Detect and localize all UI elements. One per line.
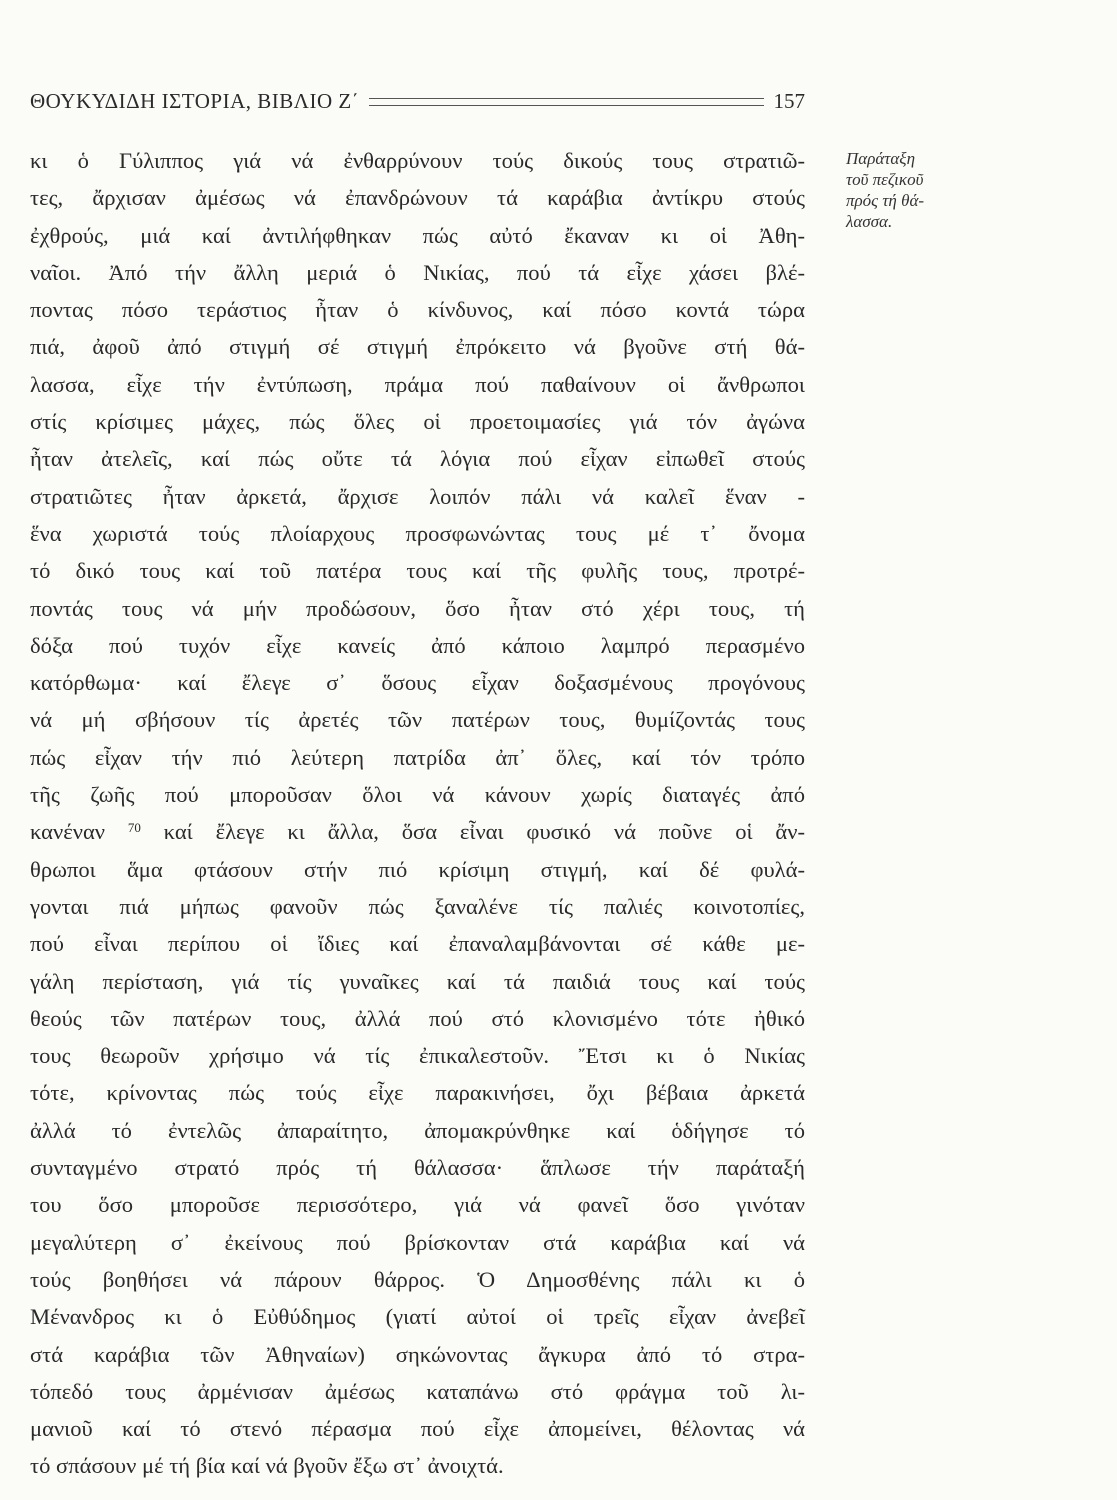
text-line: πιά, ἀφοῦ ἀπό στιγμή σέ στιγμή ἐπρόκειτο νά βγοῦνε στή θά- — [30, 334, 805, 360]
text-line: μεγαλύτερη σ᾽ ἐκείνους πού βρίσκονταν στά καράβια καί νά — [30, 1229, 805, 1255]
header-title: ΘΟΥΚΥΔΙΔΗ ΙΣΤΟΡΙΑ, ΒΙΒΛΙΟ Ζ΄ — [30, 88, 360, 113]
body-text — [30, 142, 805, 1485]
footnote-reference: 70 — [127, 820, 141, 836]
text-line: ἐχθρούς, μιά καί ἀντιλήφθηκαν πώς αὐτό ἔκαναν κι οἱ Ἀθη- — [30, 222, 805, 248]
text-line: πώς εἶχαν τήν πιό λεύτερη πατρίδα ἀπ᾽ ὅλες, καί τόν τρόπο — [30, 744, 805, 770]
text-line-tail: καί ἔλεγε κι ἄλλα, ὅσα εἶναι φυσικό νά ποῦνε οἱ ἄν- — [163, 819, 805, 845]
text-line: τῆς ζωῆς πού μποροῦσαν ὅλοι νά κάνουν χωρίς διαταγές ἀπό — [30, 782, 805, 808]
text-line: δόξα πού τυχόν εἶχε κανείς ἀπό κάποιο λαμπρό περασμένο — [30, 632, 805, 658]
text-line: ποντας πόσο τεράστιος ἦταν ὁ κίνδυνος, καί πόσο κοντά τώρα — [30, 297, 805, 323]
text-line: νά μή σβήσουν τίς ἀρετές τῶν πατέρων τους, θυμίζοντάς τους — [30, 707, 805, 733]
text-line: τούς βοηθήσει νά πάρουν θάρρος. Ὁ Δημοσθένης πάλι κι ὁ — [30, 1266, 805, 1292]
text-line: ἕνα χωριστά τούς πλοίαρχους προσφωνώντας τους μέ τ᾽ ὄνομα — [30, 520, 805, 546]
header-double-rule — [369, 98, 763, 106]
text-line: θεούς τῶν πατέρων τους, ἀλλά πού στό κλονισμένο τότε ἠθικό — [30, 1005, 805, 1031]
text-line: τό δικό τους καί τοῦ πατέρα τους καί τῆς φυλῆς τους, προτρέ- — [30, 558, 805, 584]
text-line: γονται πιά μήπως φανοῦν πώς ξαναλένε τίς παλιές κοινοτοπίες, — [30, 893, 805, 919]
text-line: συνταγμένο στρατό πρός τή θάλασσα· ἅπλωσε τήν παράταξή — [30, 1155, 805, 1181]
text-line: τες, ἄρχισαν ἀμέσως νά ἐπανδρώνουν τά καράβια ἀντίκρυ στούς — [30, 185, 805, 211]
text-line: τους θεωροῦν χρήσιμο νά τίς ἐπικαλεστοῦν. Ἔτσι κι ὁ Νικίας — [30, 1043, 805, 1069]
margin-note-line: Παράταξη — [846, 149, 916, 168]
text-line: ἦταν ἀτελεῖς, καί πώς οὔτε τά λόγια πού εἶχαν εἰπωθεῖ στούς — [30, 446, 805, 472]
text-line: του ὅσο μποροῦσε περισσότερο, γιά νά φανεῖ ὅσο γινόταν — [30, 1192, 805, 1218]
text-line: πού εἶναι περίπου οἱ ἴδιες καί ἐπαναλαμβάνονται σέ κάθε με- — [30, 931, 805, 957]
text-line: ποντάς τους νά μήν προδώσουν, ὅσο ἦταν στό χέρι τους, τή — [30, 595, 805, 621]
text-line: θρωποι ἅμα φτάσουν στήν πιό κρίσιμη στιγμή, καί δέ φυλά- — [30, 856, 805, 882]
text-line: γάλη περίσταση, γιά τίς γυναῖκες καί τά παιδιά τους καί τούς — [30, 968, 805, 994]
text-line: ἀλλά τό ἐντελῶς ἀπαραίτητο, ἀπομακρύνθηκε καί ὁδήγησε τό — [30, 1117, 805, 1143]
text-line: στίς κρίσιμες μάχες, πώς ὅλες οἱ προετοιμασίες γιά τόν ἀγώνα — [30, 409, 805, 435]
text-line: τόπεδό τους ἀρμένισαν ἀμέσως καταπάνω στό φράγμα τοῦ λι- — [30, 1378, 805, 1404]
page-number: 157 — [773, 88, 805, 113]
running-header — [30, 86, 805, 116]
text-line: τότε, κρίνοντας πώς τούς εἶχε παρακινήσει, ὄχι βέβαια ἀρκετά — [30, 1080, 805, 1106]
margin-note-line: λασσα. — [846, 212, 893, 231]
text-line: κατόρθωμα· καί ἔλεγε σ᾽ ὅσους εἶχαν δοξασμένους προγόνους — [30, 670, 805, 696]
text-line: στρατιῶτες ἦταν ἀρκετά, ἄρχισε λοιπόν πάλι νά καλεῖ ἕναν - — [30, 483, 805, 509]
text-line: κι ὁ Γύλιππος γιά νά ἐνθαρρύνουν τούς δικούς τους στρατιῶ- — [30, 148, 805, 173]
text-line: στά καράβια τῶν Ἀθηναίων) σηκώνοντας ἄγκυρα ἀπό τό στρα- — [30, 1341, 805, 1367]
text-line: μανιοῦ καί τό στενό πέρασμα πού εἶχε ἀπομείνει, θέλοντας νά — [30, 1416, 805, 1442]
text-line-head: κανέναν — [30, 819, 105, 845]
text-line: λασσα, εἶχε τήν ἐντύπωση, πράμα πού παθαίνουν οἱ ἄνθρωποι — [30, 371, 805, 397]
text-line: Μένανδρος κι ὁ Εὐθύδημος (γιατί αὐτοί οἱ τρεῖς εἶχαν ἀνεβεῖ — [30, 1304, 805, 1330]
text-line: ναῖοι. Ἀπό τήν ἄλλη μεριά ὁ Νικίας, πού τά εἶχε χάσει βλέ- — [30, 259, 805, 285]
text-line-with-footnote — [30, 813, 805, 850]
margin-note-line: πρός τή θά- — [846, 191, 925, 210]
margin-note-line: τοῦ πεζικοῦ — [846, 170, 924, 189]
text-line-last: τό σπάσουν μέ τή βία καί νά βγοῦν ἔξω στ᾽ ἀνοιχτά. — [30, 1453, 504, 1479]
margin-note — [846, 148, 966, 232]
